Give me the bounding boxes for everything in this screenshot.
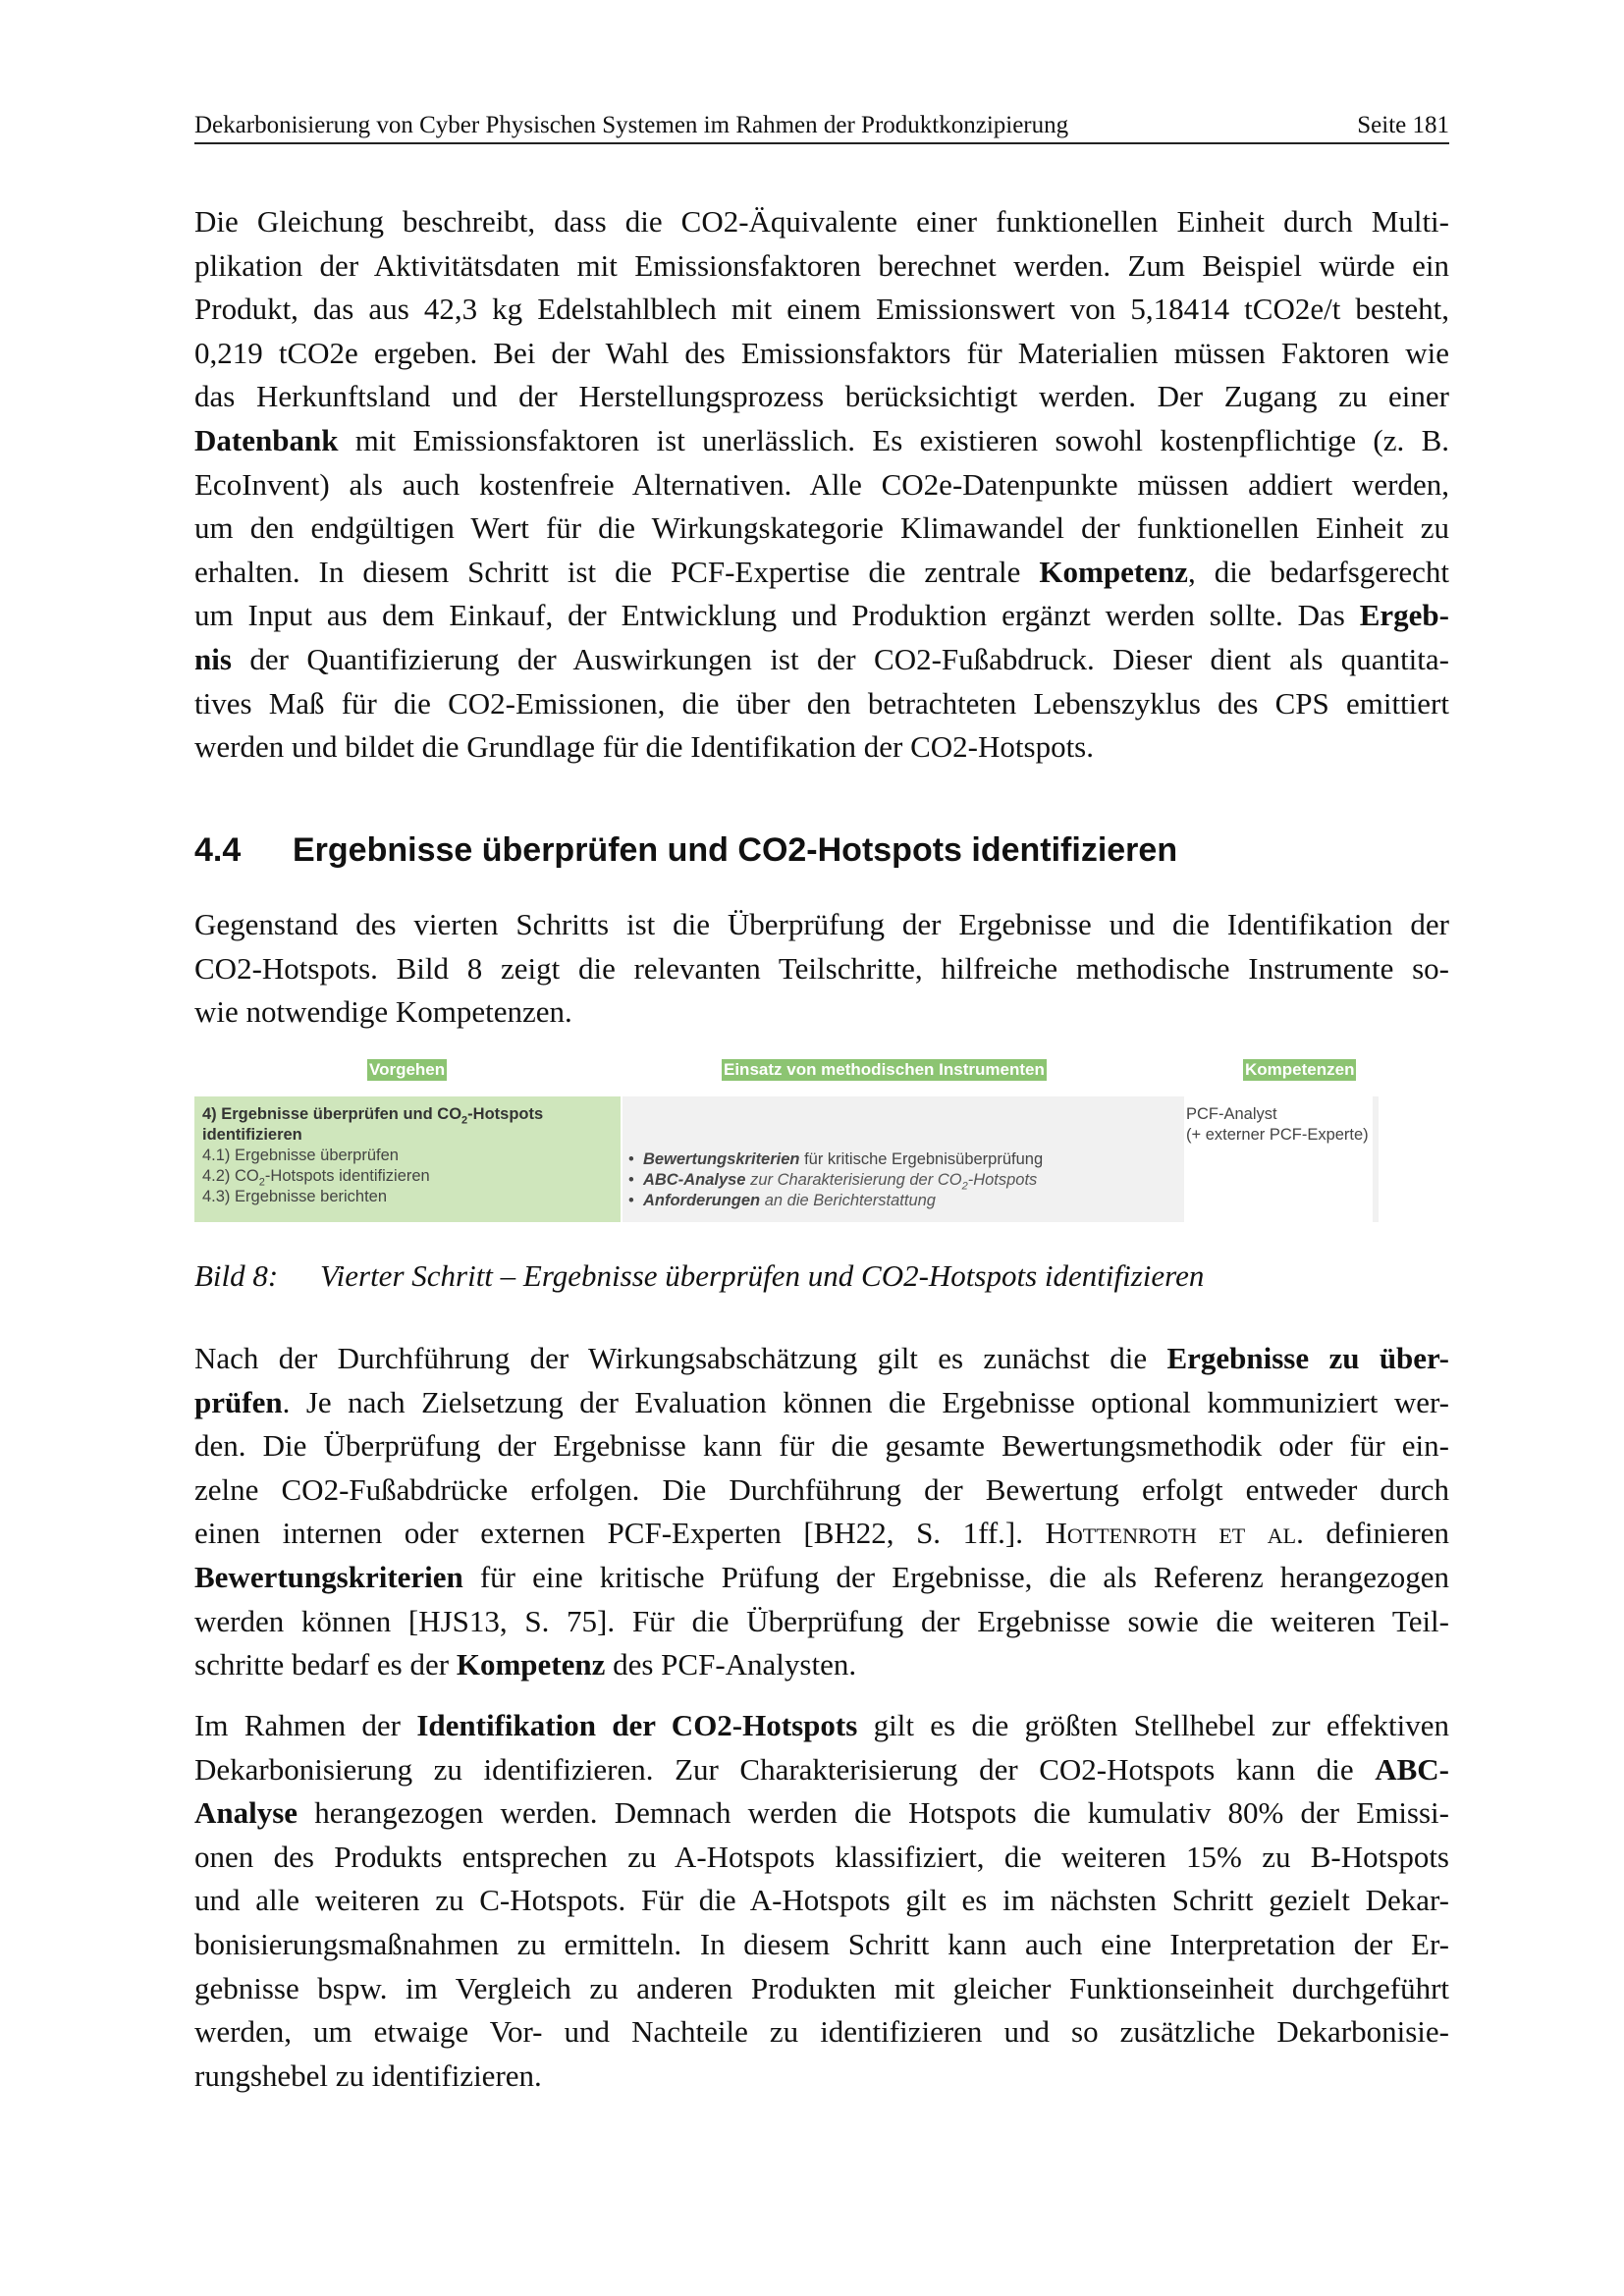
text-line: onen des Produkts entsprechen zu A-Hotspots klassifiziert, die weiteren 15% zu B-Hotspots	[194, 1839, 1449, 1874]
text-line: Dekarbonisierung zu identifizieren. Zur Charakterisierung der CO2-Hotspots kann die ABC-	[194, 1751, 1449, 1787]
substep-1: 4.1) Ergebnisse überprüfen	[202, 1147, 399, 1164]
instrument-1: • Bewertungskriterien für kritische Ergebnisüberprüfung	[628, 1150, 1044, 1168]
text-line: zelne CO2-Fußabdrücke erfolgen. Die Durchführung der Bewertung erfolgt entweder durch	[194, 1471, 1449, 1507]
instrument-3: • Anforderungen an die Berichterstattung	[628, 1192, 936, 1209]
header-instrumente: Einsatz von methodischen Instrumenten	[724, 1060, 1045, 1079]
header-kompetenzen: Kompetenzen	[1245, 1060, 1355, 1079]
kompetenz-2: (+ externer PCF-Experte)	[1186, 1126, 1369, 1144]
text-line: einen internen oder externen PCF-Experten [BH22, S. 1ff.]. Hottenroth et al. definieren	[194, 1516, 1449, 1551]
substep-2: 4.2) $CO_2$-Hotspots identifizieren	[202, 1167, 430, 1189]
text-line: bonisierungsmaßnahmen zu ermitteln. In diesem Schritt kann auch eine Interpretation der Er-	[194, 1926, 1449, 1961]
text-line: um Input aus dem Einkauf, der Entwicklung und Produktion ergänzt werden sollte. Das Ergeb-	[194, 598, 1449, 633]
text-line: und alle weiteren zu C-Hotspots. Für die A-Hotspots gilt es im nächsten Schritt gezielt Dekar-	[194, 1883, 1449, 1918]
text-line: werden, um etwaige Vor- und Nachteile zu identifizieren und so zusätzliche Dekarbonisie-	[194, 2014, 1449, 2050]
figure-caption	[194, 1256, 1204, 1296]
step-title-cont: identifizieren	[202, 1126, 302, 1144]
section-heading	[194, 830, 1177, 870]
text-line: plikation der Aktivitätsdaten mit Emissionsfaktoren berechnet werden. Zum Beispiel würde ein	[194, 247, 1449, 283]
paragraph-3	[194, 1337, 1449, 1687]
text-line: erhalten. In diesem Schritt ist die PCF-Expertise die zentrale Kompetenz, die bedarfsgerecht	[194, 554, 1449, 589]
substep-3: 4.3) Ergebnisse berichten	[202, 1188, 388, 1205]
text-line: Analyse herangezogen werden. Demnach werden die Hotspots die kumulativ 80% der Emissi-	[194, 1795, 1449, 1831]
text-line: wie notwendige Kompetenzen.	[194, 994, 572, 1030]
text-line: 0,219 tCO2e ergeben. Bei der Wahl des Emissionsfaktors für Materialien müssen Faktoren wie	[194, 335, 1449, 370]
figure-process-table	[194, 1055, 1373, 1222]
header-title: Dekarbonisierung von Cyber Physischen Systemen im Rahmen der Produktkonzipierung	[194, 112, 1069, 138]
text-line: Datenbank mit Emissionsfaktoren ist unerlässlich. Es existieren sowohl kostenpflichtige (z. B.	[194, 422, 1449, 457]
text-line: Gegenstand des vierten Schritts ist die Überprüfung der Ergebnisse und die Identifikation der	[194, 907, 1449, 941]
text-line: werden und bildet die Grundlage für die Identifikation der CO2-Hotspots.	[194, 729, 1094, 765]
text-line: nis der Quantifizierung der Auswirkungen ist der CO2-Fußabdruck. Dieser dient als quantita-	[194, 641, 1449, 676]
text-line: das Herkunftsland und der Herstellungsprozess berücksichtigt werden. Der Zugang zu einer	[194, 379, 1449, 414]
kompetenz-1: PCF-Analyst	[1186, 1105, 1277, 1123]
text-line: Im Rahmen der Identifikation der CO2-Hotspots gilt es die größten Stellhebel zur effektiven	[194, 1708, 1449, 1742]
step-title: 4) Ergebnisse überprüfen und $CO_2$-Hotspots	[202, 1105, 544, 1127]
text-line: schritte bedarf es der Kompetenz des PCF-Analysten.	[194, 1647, 857, 1682]
text-line: Nach der Durchführung der Wirkungsabschätzung gilt es zunächst die Ergebnisse zu über-	[194, 1341, 1449, 1375]
text-line: um den endgültigen Wert für die Wirkungskategorie Klimawandel der funktionellen Einheit zu	[194, 510, 1449, 546]
section-number: 4.4	[194, 831, 242, 869]
text-line: Die Gleichung beschreibt, dass die CO2-Äquivalente einer funktionellen Einheit durch Multi-	[194, 204, 1449, 239]
caption-text: Vierter Schritt – Ergebnisse überprüfen und CO2-Hotspots identifizieren	[320, 1258, 1205, 1293]
paragraph-2	[194, 903, 1449, 1035]
section-title: Ergebnisse überprüfen und CO2-Hotspots identifizieren	[293, 831, 1178, 869]
text-line: Bewertungskriterien für eine kritische Prüfung der Ergebnisse, die als Referenz herangezogen	[194, 1559, 1449, 1594]
text-line: prüfen. Je nach Zielsetzung der Evaluation können die Ergebnisse optional kommuniziert wer-	[194, 1384, 1449, 1419]
text-line: gebnisse bspw. im Vergleich zu anderen Produkten mit gleicher Funktionseinheit durchgeführt	[194, 1970, 1449, 2005]
text-line: werden können [HJS13, S. 75]. Für die Überprüfung der Ergebnisse sowie die weiteren Teil-	[194, 1603, 1449, 1638]
caption-label: Bild 8:	[194, 1258, 279, 1293]
text-line: rungshebel zu identifizieren.	[194, 2057, 542, 2093]
page-number: Seite 181	[1357, 112, 1449, 138]
text-line: den. Die Überprüfung der Ergebnisse kann für die gesamte Bewertungsmethodik oder für ein-	[194, 1428, 1449, 1464]
text-line: tives Maß für die CO2-Emissionen, die über den betrachteten Lebenszyklus des CPS emittiert	[194, 685, 1449, 721]
text-line: EcoInvent) als auch kostenfreie Alternativen. Alle CO2e-Datenpunkte müssen addiert werden,	[194, 466, 1449, 502]
running-header	[194, 109, 1449, 144]
text-line: CO2-Hotspots. Bild 8 zeigt die relevanten Teilschritte, hilfreiche methodische Instrumente so-	[194, 950, 1449, 986]
paragraph-1	[194, 200, 1449, 770]
header-vorgehen: Vorgehen	[369, 1060, 446, 1079]
instrument-2: • ABC-Analyse zur Charakterisierung der $CO_2$-Hotspots	[628, 1171, 1038, 1193]
paragraph-4	[194, 1704, 1449, 2098]
text-line: Produkt, das aus 42,3 kg Edelstahlblech mit einem Emissionswert von 5,18414 tCO2e/t besteht,	[194, 292, 1449, 327]
